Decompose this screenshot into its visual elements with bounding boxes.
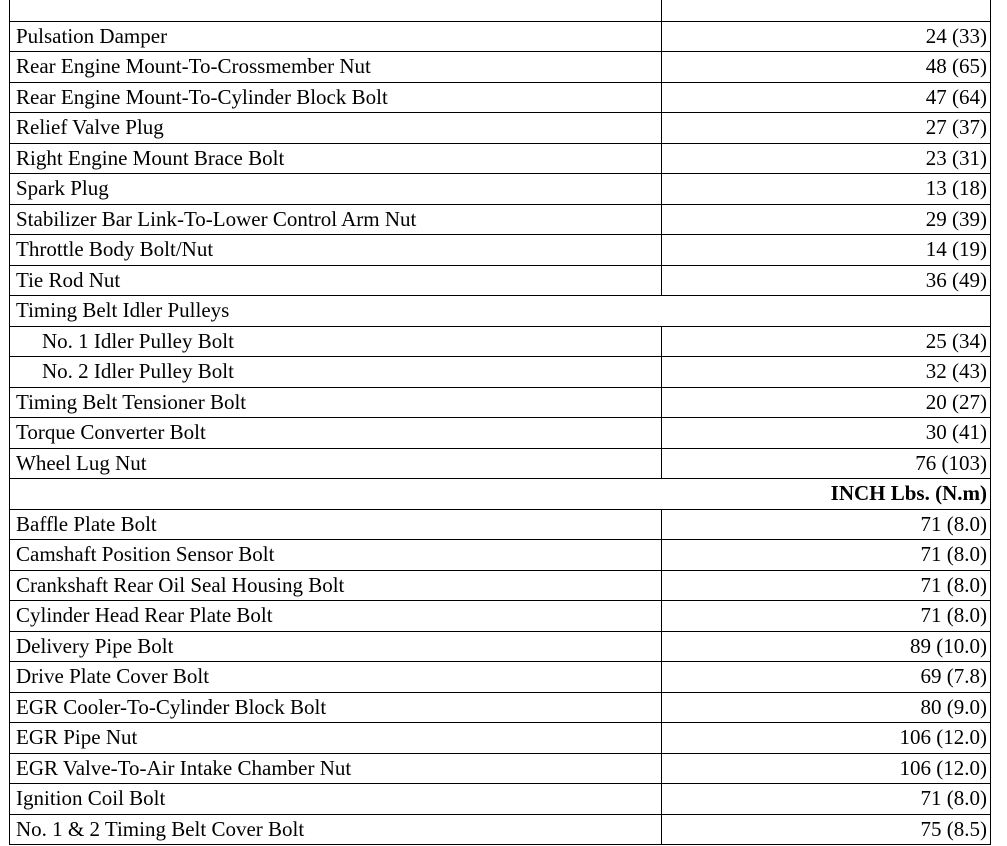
torque-value-cell: 69 (7.8) (662, 662, 991, 693)
component-name-cell: Right Engine Mount Brace Bolt (10, 143, 662, 174)
table-row (10, 52, 991, 83)
component-name-cell: Cylinder Head Rear Plate Bolt (10, 601, 662, 632)
torque-value-cell: 106 (12.0) (662, 723, 991, 754)
torque-value-cell: 24 (33) (662, 21, 991, 52)
table-row (10, 204, 991, 235)
torque-value-cell: 27 (37) (662, 113, 991, 144)
component-name-cell: No. 2 Idler Pulley Bolt (10, 357, 662, 388)
component-name-cell: EGR Pipe Nut (10, 723, 662, 754)
table-row (10, 631, 991, 662)
table-row (10, 21, 991, 52)
table-row (10, 387, 991, 418)
torque-value-cell: 71 (8.0) (662, 570, 991, 601)
component-name-cell (10, 0, 662, 21)
table-row (10, 784, 991, 815)
component-name-cell: No. 1 & 2 Timing Belt Cover Bolt (10, 814, 662, 845)
torque-value-cell: 71 (8.0) (662, 509, 991, 540)
torque-spec-document (9, 0, 990, 845)
component-name-cell: Baffle Plate Bolt (10, 509, 662, 540)
unit-header-row (10, 479, 991, 510)
table-row (10, 509, 991, 540)
torque-spec-table (9, 0, 991, 845)
component-name-cell: Rear Engine Mount-To-Cylinder Block Bolt (10, 82, 662, 113)
table-row-partial (10, 0, 991, 21)
table-row (10, 570, 991, 601)
torque-value-cell (662, 0, 991, 21)
torque-value-cell: 75 (8.5) (662, 814, 991, 845)
component-name-cell: Tie Rod Nut (10, 265, 662, 296)
table-row (10, 82, 991, 113)
component-name-cell: Timing Belt Tensioner Bolt (10, 387, 662, 418)
table-row (10, 692, 991, 723)
component-name-cell: Relief Valve Plug (10, 113, 662, 144)
table-row (10, 418, 991, 449)
torque-value-cell: 14 (19) (662, 235, 991, 266)
table-row (10, 265, 991, 296)
table-row (10, 723, 991, 754)
component-name-cell: Throttle Body Bolt/Nut (10, 235, 662, 266)
component-name-cell: Torque Converter Bolt (10, 418, 662, 449)
table-row (10, 753, 991, 784)
torque-value-cell: 71 (8.0) (662, 784, 991, 815)
torque-value-cell: 71 (8.0) (662, 601, 991, 632)
torque-spec-table-body (10, 0, 991, 845)
torque-value-cell: 29 (39) (662, 204, 991, 235)
component-name-cell: Pulsation Damper (10, 21, 662, 52)
torque-value-cell: 23 (31) (662, 143, 991, 174)
torque-value-cell: 48 (65) (662, 52, 991, 83)
table-row (10, 448, 991, 479)
torque-value-cell: 30 (41) (662, 418, 991, 449)
table-row (10, 540, 991, 571)
component-name-cell: Ignition Coil Bolt (10, 784, 662, 815)
unit-header: INCH Lbs. (N.m) (10, 479, 991, 510)
torque-value-cell: 25 (34) (662, 326, 991, 357)
component-name-cell: Camshaft Position Sensor Bolt (10, 540, 662, 571)
component-name-cell: Rear Engine Mount-To-Crossmember Nut (10, 52, 662, 83)
component-name-cell: Spark Plug (10, 174, 662, 205)
torque-value-cell: 106 (12.0) (662, 753, 991, 784)
torque-value-cell: 80 (9.0) (662, 692, 991, 723)
component-name-cell: No. 1 Idler Pulley Bolt (10, 326, 662, 357)
table-row (10, 662, 991, 693)
table-row (10, 357, 991, 388)
table-row (10, 601, 991, 632)
table-row (10, 814, 991, 845)
torque-value-cell: 76 (103) (662, 448, 991, 479)
table-row (10, 143, 991, 174)
table-row (10, 326, 991, 357)
table-row (10, 113, 991, 144)
torque-value-cell: 13 (18) (662, 174, 991, 205)
table-row (10, 235, 991, 266)
component-name-cell: EGR Cooler-To-Cylinder Block Bolt (10, 692, 662, 723)
component-name-cell: Delivery Pipe Bolt (10, 631, 662, 662)
torque-value-cell: 47 (64) (662, 82, 991, 113)
torque-value-cell: 32 (43) (662, 357, 991, 388)
component-name-cell: Wheel Lug Nut (10, 448, 662, 479)
component-name-cell: Drive Plate Cover Bolt (10, 662, 662, 693)
table-row (10, 174, 991, 205)
component-name-cell: Crankshaft Rear Oil Seal Housing Bolt (10, 570, 662, 601)
torque-value-cell: 71 (8.0) (662, 540, 991, 571)
torque-value-cell: 36 (49) (662, 265, 991, 296)
group-heading: Timing Belt Idler Pulleys (10, 296, 991, 327)
component-name-cell: Stabilizer Bar Link-To-Lower Control Arm Nut (10, 204, 662, 235)
torque-value-cell: 89 (10.0) (662, 631, 991, 662)
torque-value-cell: 20 (27) (662, 387, 991, 418)
component-name-cell: EGR Valve-To-Air Intake Chamber Nut (10, 753, 662, 784)
group-heading-row (10, 296, 991, 327)
